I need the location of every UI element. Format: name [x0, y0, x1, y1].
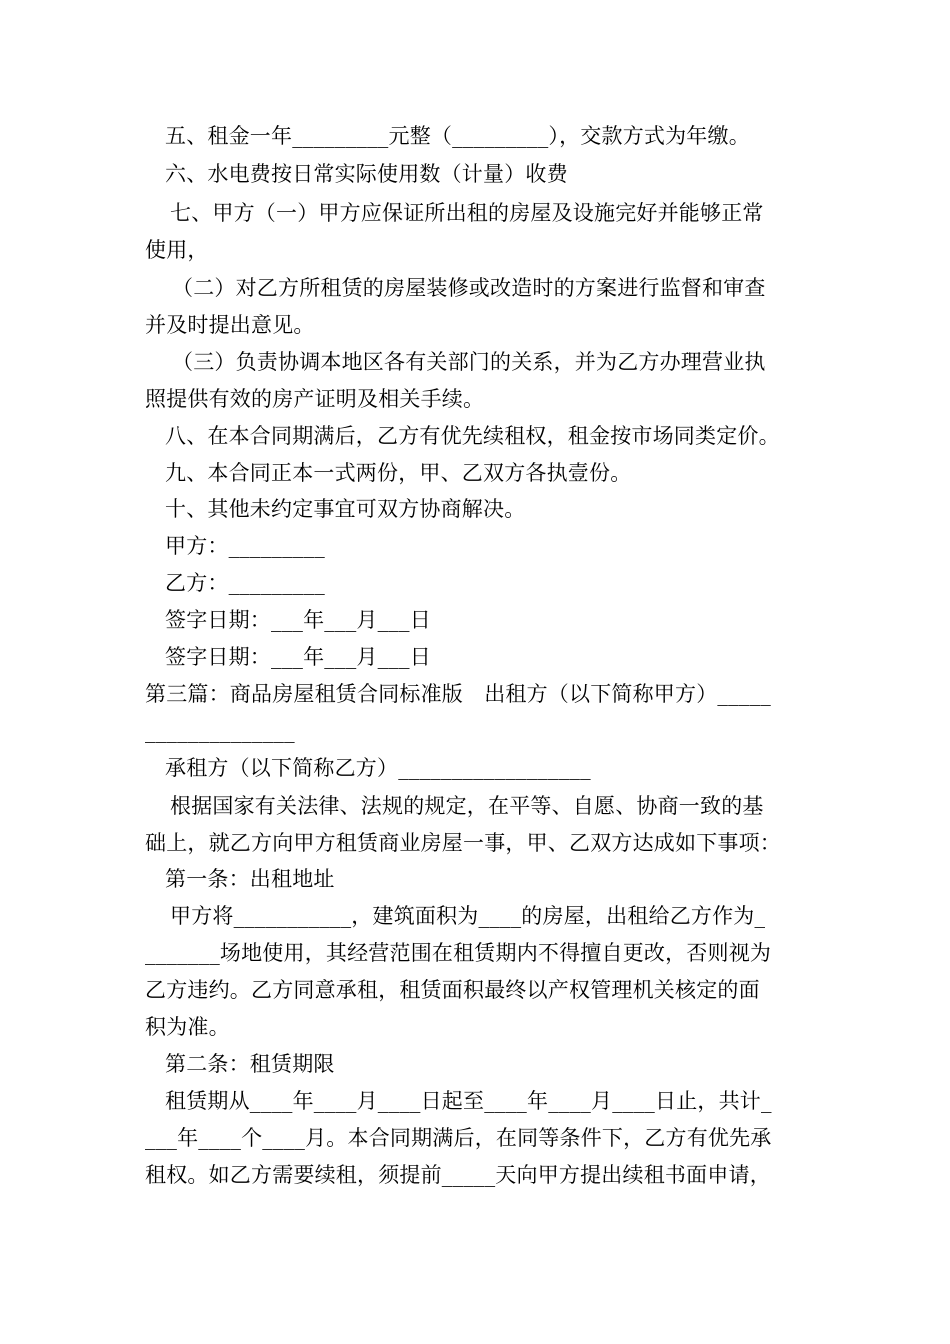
- lessee-line: 承租方（以下简称乙方）__________________: [165, 756, 591, 780]
- clause-7-party-a-3: （三）负责协调本地区各有关部门的关系，并为乙方办理营业执: [172, 350, 766, 374]
- article-1-body-3: 乙方违约。乙方同意承租，租赁面积最终以产权管理机关核定的面: [145, 978, 760, 1002]
- article-2-body-2: ___年____个____月。本合同期满后，在同等条件下，乙方有优先承: [145, 1126, 772, 1150]
- clause-7-party-a-1-cont: 使用，: [145, 238, 209, 262]
- clause-8-renewal: 八、在本合同期满后，乙方有优先续租权，租金按市场同类定价。: [165, 424, 780, 448]
- clause-7-party-a-3-cont: 照提供有效的房产证明及相关手续。: [145, 387, 485, 411]
- signature-date-2: 签字日期：___年___月___日: [165, 645, 431, 669]
- signature-party-b: 乙方：_________: [165, 571, 325, 595]
- article-1-body-1: 甲方将___________，建筑面积为____的房屋，出租给乙方作为_: [170, 904, 766, 928]
- clause-7-party-a-2: （二）对乙方所租赁的房屋装修或改造时的方案进行监督和审查: [172, 276, 766, 300]
- preamble-cont: 础上，就乙方向甲方租赁商业房屋一事，甲、乙双方达成如下事项：: [145, 831, 781, 855]
- preamble: 根据国家有关法律、法规的规定，在平等、自愿、协商一致的基: [170, 794, 764, 818]
- section-3-title-cont: ______________: [145, 719, 295, 743]
- article-1-body-2: _______场地使用，其经营范围在租赁期内不得擅自更改，否则视为: [145, 941, 772, 965]
- article-1-heading: 第一条：出租地址: [165, 867, 335, 891]
- section-3-title: 第三篇：商品房屋租赁合同标准版 出租方（以下简称甲方）_____: [145, 682, 771, 706]
- signature-party-a: 甲方：_________: [165, 534, 325, 558]
- clause-10-other: 十、其他未约定事宜可双方协商解决。: [165, 497, 526, 521]
- clause-5-rent: 五、租金一年_________元整（_________），交款方式为年缴。: [165, 124, 750, 148]
- clause-7-party-a-1: 七、甲方（一）甲方应保证所出租的房屋及设施完好并能够正常: [170, 201, 764, 225]
- signature-date-1: 签字日期：___年___月___日: [165, 608, 431, 632]
- article-1-body-4: 积为准。: [145, 1015, 230, 1039]
- clause-7-party-a-2-cont: 并及时提出意见。: [145, 313, 315, 337]
- article-2-heading: 第二条：租赁期限: [165, 1052, 335, 1076]
- clause-9-copies: 九、本合同正本一式两份，甲、乙双方各执壹份。: [165, 461, 632, 485]
- clause-6-utilities: 六、水电费按日常实际使用数（计量）收费: [165, 162, 568, 186]
- article-2-body-1: 租赁期从____年____月____日起至____年____月____日止，共计_: [165, 1089, 772, 1113]
- article-2-body-3: 租权。如乙方需要续租，须提前_____天向甲方提出续租书面申请，: [145, 1163, 771, 1187]
